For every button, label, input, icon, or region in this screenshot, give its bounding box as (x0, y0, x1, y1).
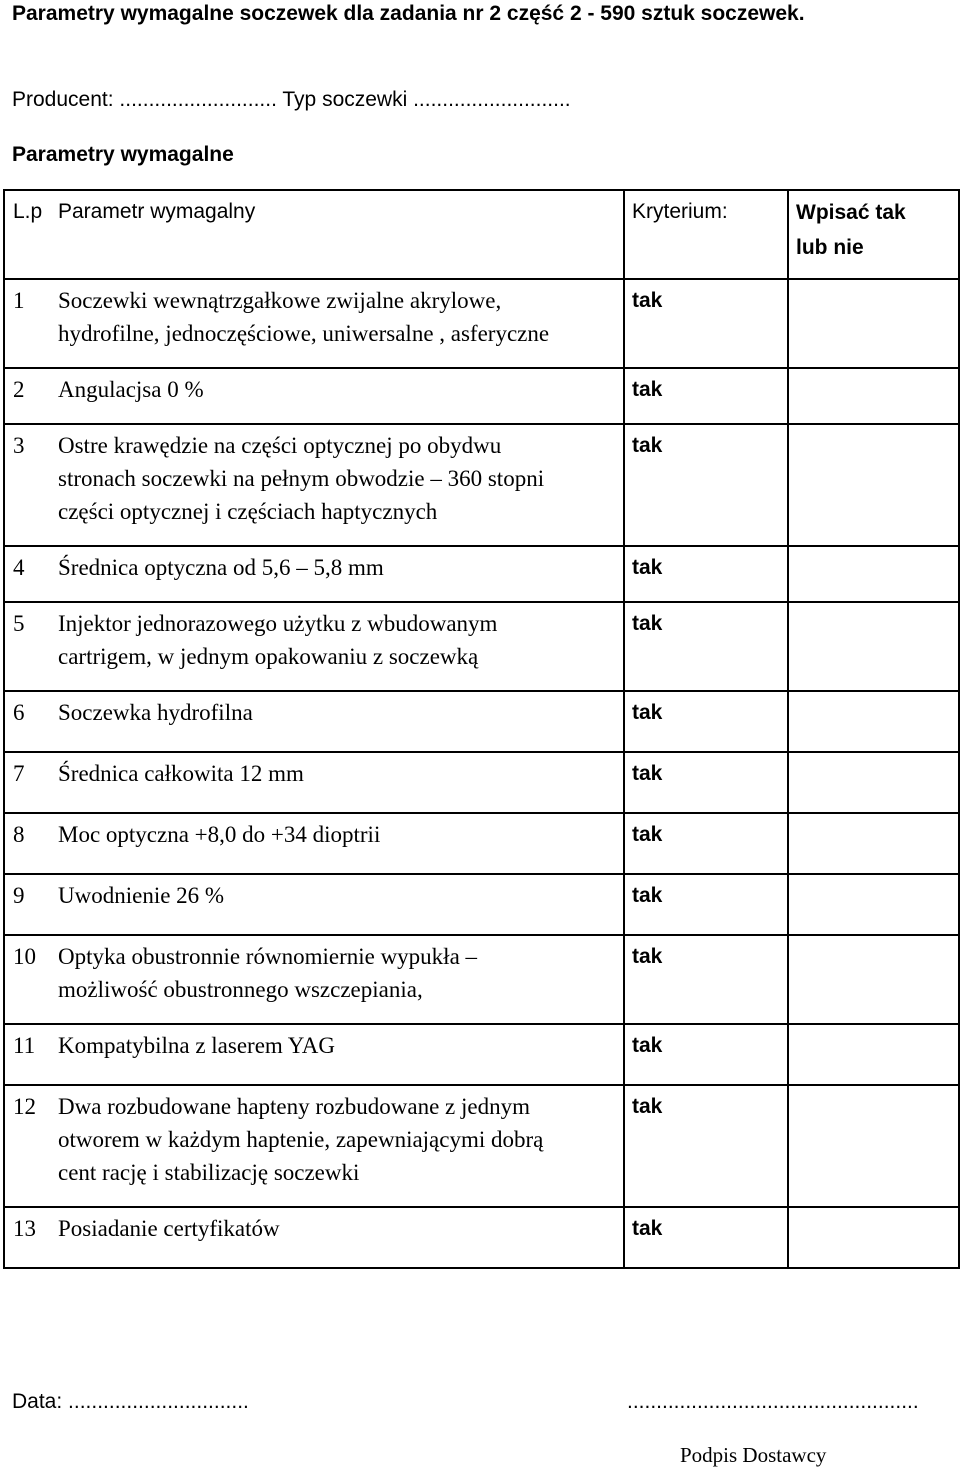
header-answer-line2: lub nie (796, 236, 864, 259)
row-criterion: tak (624, 368, 788, 424)
parameter-line: Średnica całkowita 12 mm (58, 761, 304, 786)
signature-label: Podpis Dostawcy (680, 1443, 827, 1467)
table-row (4, 813, 959, 874)
row-number: 4 (4, 546, 56, 602)
row-criterion: tak (624, 813, 788, 874)
row-parameter (56, 752, 624, 813)
row-parameter (56, 1085, 624, 1207)
row-number: 12 (4, 1085, 56, 1207)
row-number: 10 (4, 935, 56, 1024)
parameter-line: cent rację i stabilizację soczewki (58, 1160, 360, 1185)
table-row (4, 1085, 959, 1207)
table-row (4, 546, 959, 602)
row-number: 3 (4, 424, 56, 546)
table-row (4, 874, 959, 935)
table-row (4, 691, 959, 752)
row-answer-field[interactable] (788, 874, 959, 935)
row-parameter (56, 1024, 624, 1085)
table-row (4, 1207, 959, 1268)
document-subtitle: Parametry wymagalne (12, 143, 234, 166)
row-answer-field[interactable] (788, 279, 959, 368)
parameter-line: Posiadanie certyfikatów (58, 1216, 280, 1241)
date-field[interactable]: Data: ............................... (12, 1390, 249, 1413)
parameter-line: Soczewka hydrofilna (58, 700, 253, 725)
row-answer-field[interactable] (788, 368, 959, 424)
parameter-line: hydrofilne, jednoczęściowe, uniwersalne , asferyczne (58, 321, 550, 346)
parameters-table (3, 189, 960, 1269)
parameter-line: cartrigem, w jednym opakowaniu z soczewką (58, 644, 479, 669)
row-criterion: tak (624, 935, 788, 1024)
row-number: 7 (4, 752, 56, 813)
header-answer-line1: Wpisać tak (796, 201, 906, 224)
row-parameter (56, 1207, 624, 1268)
parameter-line: Angulacjsa 0 % (58, 377, 204, 402)
row-parameter (56, 602, 624, 691)
table-header-row (4, 190, 959, 279)
row-answer-field[interactable] (788, 935, 959, 1024)
row-criterion: tak (624, 691, 788, 752)
row-criterion: tak (624, 1085, 788, 1207)
row-answer-field[interactable] (788, 602, 959, 691)
row-criterion: tak (624, 1024, 788, 1085)
header-answer (788, 190, 959, 279)
row-criterion: tak (624, 279, 788, 368)
row-parameter (56, 813, 624, 874)
row-number: 11 (4, 1024, 56, 1085)
row-answer-field[interactable] (788, 1024, 959, 1085)
header-criterion: Kryterium: (624, 190, 788, 279)
row-parameter (56, 691, 624, 752)
row-parameter (56, 874, 624, 935)
parameter-line: Ostre krawędzie na części optycznej po obydwu (58, 433, 502, 458)
table-row (4, 279, 959, 368)
parameter-line: Uwodnienie 26 % (58, 883, 225, 908)
table-row (4, 935, 959, 1024)
row-answer-field[interactable] (788, 546, 959, 602)
row-parameter (56, 368, 624, 424)
row-answer-field[interactable] (788, 1085, 959, 1207)
parameter-line: Dwa rozbudowane hapteny rozbudowane z jednym (58, 1094, 530, 1119)
row-number: 2 (4, 368, 56, 424)
row-number: 8 (4, 813, 56, 874)
row-criterion: tak (624, 752, 788, 813)
table-row (4, 602, 959, 691)
row-number: 5 (4, 602, 56, 691)
row-parameter (56, 935, 624, 1024)
parameter-line: otworem w każdym haptenie, zapewniającymi dobrą (58, 1127, 544, 1152)
table-row (4, 368, 959, 424)
row-number: 9 (4, 874, 56, 935)
parameter-line: Optyka obustronnie równomiernie wypukła – (58, 944, 478, 969)
table-row (4, 1024, 959, 1085)
parameter-line: Średnica optyczna od 5,6 – 5,8 mm (58, 555, 384, 580)
signature-line[interactable]: .................................................. (627, 1390, 919, 1413)
row-criterion: tak (624, 874, 788, 935)
row-number: 1 (4, 279, 56, 368)
row-number: 13 (4, 1207, 56, 1268)
parameter-line: Moc optyczna +8,0 do +34 dioptrii (58, 822, 381, 847)
row-criterion: tak (624, 546, 788, 602)
row-answer-field[interactable] (788, 752, 959, 813)
parameter-line: części optycznej i częściach haptycznych (58, 499, 438, 524)
table-row (4, 424, 959, 546)
row-answer-field[interactable] (788, 813, 959, 874)
parameter-line: Kompatybilna z laserem YAG (58, 1033, 335, 1058)
document-title: Parametry wymagalne soczewek dla zadania nr 2 część 2 - 590 sztuk soczewek. (12, 2, 805, 25)
row-criterion: tak (624, 602, 788, 691)
header-parameter: Parametr wymagalny (56, 190, 624, 279)
row-criterion: tak (624, 424, 788, 546)
row-answer-field[interactable] (788, 691, 959, 752)
parameter-line: Soczewki wewnątrzgałkowe zwijalne akrylowe, (58, 288, 502, 313)
parameter-line: stronach soczewki na pełnym obwodzie – 360 stopni (58, 466, 545, 491)
row-criterion: tak (624, 1207, 788, 1268)
row-answer-field[interactable] (788, 1207, 959, 1268)
table-row (4, 752, 959, 813)
producer-line: Producent: ........................... Typ soczewki ........................... (12, 88, 571, 111)
parameter-line: możliwość obustronnego wszczepiania, (58, 977, 423, 1002)
row-parameter (56, 279, 624, 368)
row-parameter (56, 424, 624, 546)
row-answer-field[interactable] (788, 424, 959, 546)
row-number: 6 (4, 691, 56, 752)
row-parameter (56, 546, 624, 602)
parameter-line: Injektor jednorazowego użytku z wbudowanym (58, 611, 498, 636)
header-lp: L.p (4, 190, 56, 279)
